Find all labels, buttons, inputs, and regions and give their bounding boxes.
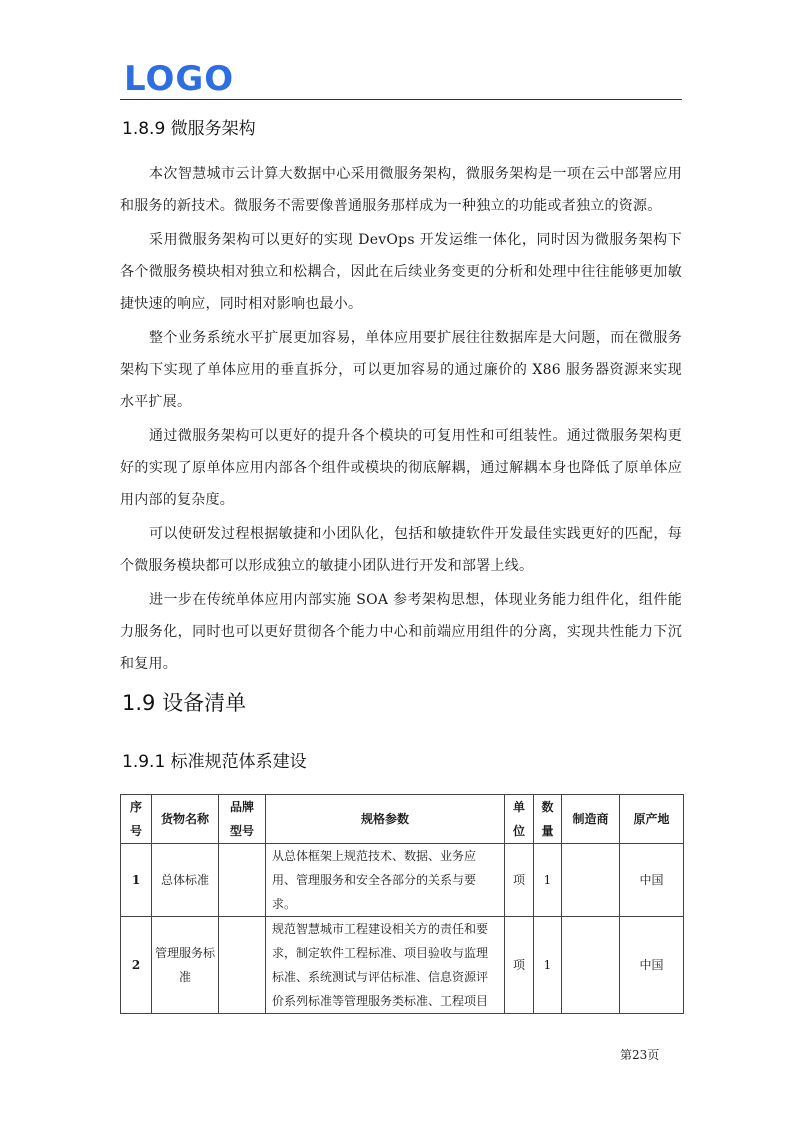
section-title-1-8-9: 1.8.9 微服务架构 [122, 119, 256, 139]
section-body [120, 158, 682, 682]
cell-name: 总体标准 [152, 844, 219, 917]
col-header-name: 货物名称 [152, 795, 219, 844]
col-header-spec: 规格参数 [266, 795, 505, 844]
cell-unit: 项 [505, 844, 534, 917]
col-header-brand: 品牌 型号 [219, 795, 266, 844]
paragraph: 整个业务系统水平扩展更加容易，单体应用要扩展往往数据库是大问题，而在微服务架构下实现了单体应用的垂直拆分，可以更加容易的通过廉价的 X86 服务器资源来实现水平扩展。 [120, 330, 682, 410]
paragraph: 通过微服务架构可以更好的提升各个模块的可复用性和可组装性。通过微服务架构更好的实现了原单体应用内部各个组件或模块的彻底解耦，通过解耦本身也降低了原单体应用内部的复杂度。 [120, 428, 682, 508]
section-title-1-9: 1.9 设备清单 [122, 691, 247, 715]
cell-origin: 中国 [620, 917, 684, 1014]
cell-no: 2 [121, 917, 152, 1014]
cell-spec: 规范智慧城市工程建设相关方的责任和要求，制定软件工程标准、项目验收与监理标准、系统测试与评估标准、信息资源评价系列标准等管理服务类标准、工程项目 [266, 917, 505, 1014]
cell-maker [562, 844, 620, 917]
page-number: 第23页 [620, 1048, 660, 1062]
cell-maker [562, 917, 620, 1014]
col-header-maker: 制造商 [562, 795, 620, 844]
cell-unit: 项 [505, 917, 534, 1014]
section-title-1-9-1: 1.9.1 标准规范体系建设 [122, 752, 307, 772]
cell-brand [219, 844, 266, 917]
col-header-qty: 数 量 [534, 795, 562, 844]
paragraph: 进一步在传统单体应用内部实施 SOA 参考架构思想，体现业务能力组件化，组件能力服务化，同时也可以更好贯彻各个能力中心和前端应用组件的分离，实现共性能力下沉和复用。 [120, 592, 682, 672]
cell-no: 1 [121, 844, 152, 917]
table-row [121, 844, 684, 917]
cell-name: 管理服务标准 [152, 917, 219, 1014]
table-header-row [121, 795, 684, 844]
cell-qty: 1 [534, 917, 562, 1014]
paragraph: 可以使研发过程根据敏捷和小团队化，包括和敏捷软件开发最佳实践更好的匹配，每个微服务模块都可以形成独立的敏捷小团队进行开发和部署上线。 [120, 526, 682, 574]
table-row [121, 917, 684, 1014]
cell-origin: 中国 [620, 844, 684, 917]
cell-qty: 1 [534, 844, 562, 917]
equipment-table [120, 794, 684, 1014]
paragraph: 本次智慧城市云计算大数据中心采用微服务架构，微服务架构是一项在云中部署应用和服务的新技术。微服务不需要像普通服务那样成为一种独立的功能或者独立的资源。 [120, 166, 682, 214]
cell-brand [219, 917, 266, 1014]
col-header-no: 序 号 [121, 795, 152, 844]
logo: LOGO [124, 59, 235, 99]
header-divider [120, 99, 682, 100]
col-header-origin: 原产地 [620, 795, 684, 844]
paragraph: 采用微服务架构可以更好的实现 DevOps 开发运维一体化，同时因为微服务架构下各个微服务模块相对独立和松耦合，因此在后续业务变更的分析和处理中往往能够更加敏捷快速的响应，同时相对影响也最小。 [120, 232, 682, 312]
cell-spec: 从总体框架上规范技术、数据、业务应用、管理服务和安全各部分的关系与要求。 [266, 844, 505, 917]
col-header-unit: 单 位 [505, 795, 534, 844]
